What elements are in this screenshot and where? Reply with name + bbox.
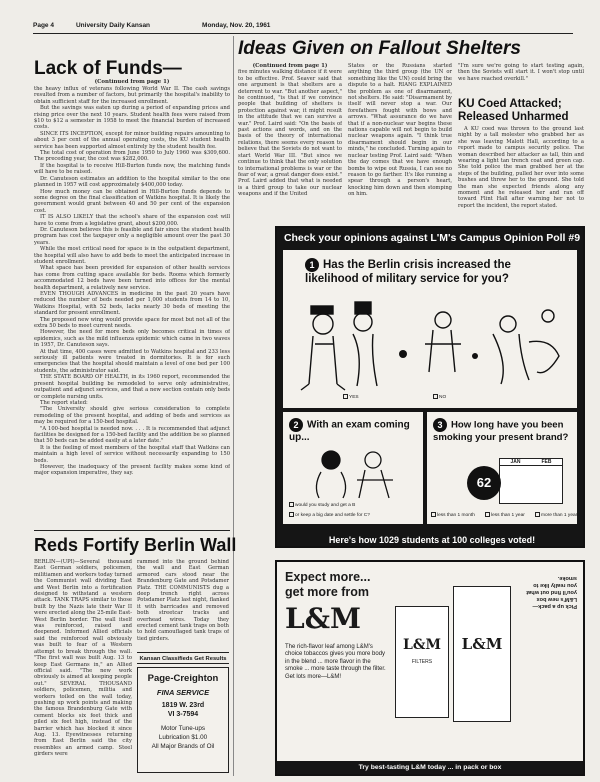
article-paragraph: The proposed new wing would provide space for most but not all of the extra 50 beds to meet current needs.	[34, 316, 230, 330]
option-label: would you study and get a B	[295, 502, 356, 508]
article-paragraph: However, the inadequacy of the present facility makes some kind of major expansion imperative, they say.	[34, 463, 230, 477]
ad-headline-line: get more from	[285, 585, 370, 599]
question-3	[433, 418, 573, 444]
article-paragraph: States or the Russians started anything the third group (the UN or something like the UN) could bring the dispute to a halt. RIANG EXPLAINED the problem as one of disarmament, not shelters. He said: "Disarmament by itself will never stop a war. Our forefathers fought with bows and arrows. "What assurance do we have that if a non-nuclear war begins these nations capable will not begin to build nuclear weapons again. "I think true disarmament should begin in our minds," he concluded. Turning again to nuclear testing Prof. Laird said: "When the day comes that we have enough bombs to wipe out Russia, I can see no reason to go farther. It's like running a spear through a person's heart, knocking him down and then stomping on him.	[348, 63, 452, 198]
ad-address: 1819 W. 23rd	[161, 702, 205, 709]
section-rule	[34, 530, 230, 531]
ad-headline	[285, 570, 370, 600]
article-paragraph: It is the feeling of most members of the hospital staff that Watkins can maintain a high level of service without necessarily expanding to 150 beds.	[34, 444, 230, 464]
folio	[33, 22, 573, 32]
continued-label: (Continued from page 1)	[252, 63, 328, 69]
question-1-panel	[283, 250, 577, 408]
option-label: NO	[439, 394, 447, 400]
checkbox-icon	[431, 512, 436, 517]
checkbox-icon	[535, 512, 540, 517]
ad-headline-line: Expect more...	[285, 570, 371, 584]
fallout-shelters-headline	[238, 38, 521, 60]
q3-option-a[interactable]	[431, 512, 475, 518]
article-paragraph: IT IS ALSO LIKELY that the school's share of the expansion cost will have to come from a legislative grant, about $200,000.	[34, 214, 230, 227]
student-couple-illustration	[293, 446, 413, 500]
ad-service-line: FINA SERVICE	[156, 688, 210, 697]
checkbox-icon	[485, 512, 490, 517]
question-2	[289, 418, 417, 444]
article-paragraph: EVEN THOUGH ADVANCES in medicine in the past 20 years have reduced the number of beds needed per 1,000 students from 14 to 10, Watkins Hospital, with 52 beds, lacks nearly 30 beds of meeting the standard for present enrollment.	[34, 291, 230, 317]
ad-body: The rich-flavor leaf among L&M's choice tobaccos gives you more body in the blend ... more flavor in the smoke ... more taste through the filter. Get lots more—L&M!	[285, 644, 386, 680]
fallout-headline-text: Ideas Given on Fallout Shelters	[238, 38, 521, 59]
article-paragraph: The report stated:	[40, 399, 88, 406]
option-label: less than 1 month	[437, 512, 475, 518]
article-paragraph: the heavy influx of veterans following World War II. The cash savings resulted from a number of factors, but primarily the hospital's inability to obtain sufficient staff for the increased enrollment.	[34, 86, 230, 105]
results-title-line: you'll find out what you really like to smoke.	[526, 575, 577, 595]
question-2-panel	[283, 412, 423, 524]
continued-label: (Continued from page 1)	[94, 79, 170, 85]
classifieds-banner: Kansan Classifieds Get Results	[137, 652, 229, 664]
cartoon-illustration	[293, 294, 573, 394]
article-paragraph: A KU coed was thrown to the ground last night by a tall molester who grabbed her as she was leaving Malott Hall, according to a report made to campus security police. The woman described her attacker as tall, thin and wearing a light tan trench coat and green cap. She told police the man grabbed her at the steps of the building, pulled her over into some bushes and threw her to the ground. She told the man she expected friends along any moment and he released her and ran off toward Flint Hall after warning her not to report the incident, the report stated.	[458, 126, 584, 209]
option-label: or keep a big date and settle for C?	[295, 512, 370, 518]
folio-rule	[33, 33, 573, 34]
berlin-column-1	[34, 559, 132, 777]
question-number-icon: 3	[433, 418, 447, 432]
article-paragraph: "The University should give serious consideration to complete remodeling of the present hospital, and adding of beds and services as may be required for a 150-bed hospital.	[34, 406, 230, 426]
calendar-month: JAN	[510, 459, 521, 465]
poll-footer: Here's how 1029 students at 100 colleges voted!	[328, 535, 536, 545]
question-number-icon: 2	[289, 418, 303, 432]
coed-headline: KU Coed Attacked; Released Unharmed	[458, 98, 569, 123]
pack-brand: L&M	[403, 637, 441, 653]
lm-cigarette-ad	[275, 560, 585, 776]
q3-option-b[interactable]	[485, 512, 525, 518]
article-paragraph: "I'm sure we're going to start testing again, then the Soviets will start it. I won't stop until we have reached overkill."	[458, 63, 584, 82]
article-paragraph: rammed into the ground behind the wall and East German armored cars stood near the Brandenburg Gate and Potsdamer Platz. THE COMMUNISTS dug a deep trench right across Potsdamer Platz last night, flanked it with barricades and removed both streetcar tracks and overhead wires. Today they erected cement tank traps on both to hold camouflaged tank traps of tied girders.	[137, 559, 229, 642]
ad-brand: L&M	[285, 602, 361, 635]
berlin-column-2	[137, 559, 229, 649]
cigarette-box-illustration	[453, 586, 511, 722]
sign-illustration: 62	[467, 466, 501, 500]
checkbox-icon	[289, 502, 294, 507]
article-paragraph: Dr. Canuteson believes this is feasible and fair since the student health program has cost the taxpayer only a negligible amount over the past 30 years.	[34, 226, 230, 246]
article-paragraph: The total cost of operation from June 1950 to July 1960 was $309,600. The preceding year, the cost was $282,000.	[34, 150, 230, 163]
article-paragraph: SINCE ITS INCEPTION, except for minor building repairs amounting to about 3 per cent of the annual operating costs, the KU student health service has been supported almost entirely by the student health fee.	[34, 130, 230, 150]
results-panel	[517, 574, 577, 754]
article-paragraph: Dr. Canuteson estimates an addition to the hospital similar to the one planned in 1957 will cost approximately $400,000 today.	[34, 175, 230, 189]
results-title	[517, 574, 577, 609]
checkbox-icon	[433, 394, 438, 399]
article-paragraph: What space has been provided for expansion of other health services has come from cutting space available for beds. Rooms which formerly accommodated 12 beds have been turned into offices for the mental health department, a relatively new service.	[34, 265, 230, 291]
poll-title: Check your opinions against L'M's Campus Opinion Poll #9	[283, 232, 581, 244]
berlin-headline: Reds Fortify Berlin Wall	[34, 535, 237, 555]
article-paragraph: While the most critical need for space is in the outpatient department, the hospital will also have to add beds to meet the anticipated increase in student enrollment.	[34, 246, 230, 265]
lack-of-funds-headline: Lack of Funds—	[34, 58, 182, 79]
fallout-column-3	[458, 63, 584, 93]
lack-of-funds-article	[34, 86, 230, 524]
q3-option-c[interactable]	[535, 512, 577, 518]
q2-option-a[interactable]	[289, 502, 355, 508]
box-brand: L&M	[461, 635, 503, 653]
question-3-text: How long have you been smoking your present brand?	[433, 419, 569, 443]
question-1-text: Has the Berlin crisis increased the likelihood of military service for you?	[305, 259, 511, 285]
article-paragraph: How much money can be obtained in Hill-Burton funds depends to some degree on the final classification of Watkins hospital. It is likely the government would grant between 40 and 50 per cent of the expansion cost.	[34, 188, 230, 214]
ad-business-name: Page-Creighton	[147, 673, 219, 684]
option-label: less than 1 year	[491, 512, 525, 518]
article-paragraph: However, the need for more beds only becomes critical in times of epidemics, such as the mild influenza epidemic which came in two waves in 1957, Dr. Canuteson says.	[34, 329, 230, 349]
checkbox-icon	[289, 512, 294, 517]
question-number-icon: 1	[305, 258, 319, 272]
ad-bottom-bar: Try best-tasting L&M today ... in pack or box	[277, 761, 583, 774]
ad-phone: VI 3-7594	[167, 711, 199, 718]
pack-label: FILTERS	[411, 659, 433, 665]
article-paragraph: If the hospital is to receive Hill-Burton funds now, the matching funds will have to be raised.	[34, 162, 230, 176]
cigarette-pack-illustration	[395, 606, 449, 718]
issue-date: Monday, Nov. 20, 1961	[202, 22, 271, 29]
question-2-text: With an exam coming up...	[289, 419, 410, 443]
article-paragraph: But the savings was eaten up during a period of expanding prices and rising price over the next 10 years. Student health fees were raised from $10 to $12 a semester in 1958 to meet the financial burden of increased costs.	[34, 105, 230, 131]
article-paragraph: BERLIN—(UPI)—Several thousand East German soldiers, policemen, militiamen and workers today turned the Communist wall dividing East and West Berlin into a fortification designed to withstand a western attack. TANK TRAPS similar to those built by the Nazis late their War II were erected along the 25-mile East-West Berlin border. The wall itself was reinforced, raised and deepened. Informed Allied officials said the reinforced wall obviously was built to fear of a Western attempt to break through the wall. "The first wall was built Aug. 13 to keep East Germans in," an Allied official said. "The new work obviously is aimed at keeping people out." SEVERAL THOUSAND soldiers, policemen, militia and workers toiled on the wall today, pushing up work points and making the famous Brandenburg Gate with cement blocks six feet thick and piled six feet high, instead of the barrier which has blocked it since Aug. 13. Eyewitnesses returning from East Berlin said the city resembles an armed camp. Steel girders were	[34, 559, 132, 758]
coed-article	[458, 126, 584, 222]
checkbox-icon	[343, 394, 348, 399]
results-title-line: Pick up a pack—L&M's new box	[532, 596, 577, 609]
option-label: YES	[349, 394, 359, 400]
article-paragraph: THE STATE BOARD OF HEALTH, in its 1960 report, recommended the present hospital building be remodeled to serve only administrative, outpatient and adjunct services, and that a new section contain only beds or complete nursing units.	[34, 374, 230, 400]
column-rule	[233, 36, 234, 776]
article-paragraph: five minutes walking distance if it were to be effective. Prof. Seaver said that one argument is that shelters are a deterrent to war. "But another aspect," he continued, "is that if we convince people that building of shelters is protection against war, it might result in the attitude that we can survive a war." Prof. Laird said: "On the basis of past actions and words, and on the basis of the theory of international relations, there seems every reason to believe that the Soviets do not want to start World War III. "But since we continue to think that the only solution to international problems is war or the fear of war, a great danger does exist." Prof. Laird added that what is needed is a third group to take our nuclear weapons and if the United	[238, 69, 342, 198]
page-number: Page 4	[33, 22, 54, 29]
ad-service-item: Lubrication $1.00	[158, 734, 208, 741]
article-paragraph: "A 100-bed hospital is needed now. . . . It is recommended that adjunct facilities be designed for a 150-bed facility and the addition be so planned that 50 beds can be added easily at a later date."	[34, 425, 230, 445]
q1-no-option[interactable]	[433, 394, 446, 400]
question-3-panel	[427, 412, 577, 524]
q2-option-b[interactable]	[289, 512, 370, 518]
calendar-month: FEB	[541, 459, 552, 465]
ad-service-item: Motor Tune-ups	[160, 725, 206, 732]
fallout-column-2	[348, 63, 452, 221]
option-label: more than 1 year	[541, 512, 578, 518]
ad-service-item: All Major Brands of Oil	[151, 743, 215, 750]
question-1	[305, 258, 565, 286]
q1-yes-option[interactable]	[343, 394, 359, 400]
article-paragraph: At that time, 400 cases were admitted to Watkins hospital and 233 less seriously ill patients were treated in dormitories. It is for such emergencies that the hospital should maintain a level of one bed per 100 students, the administrator said.	[34, 348, 230, 374]
paper-name: University Daily Kansan	[75, 22, 151, 29]
page-creighton-ad	[137, 667, 229, 773]
lm-opinion-poll-ad	[275, 226, 585, 548]
fallout-column-1	[238, 63, 342, 221]
calendar-illustration	[499, 458, 563, 504]
